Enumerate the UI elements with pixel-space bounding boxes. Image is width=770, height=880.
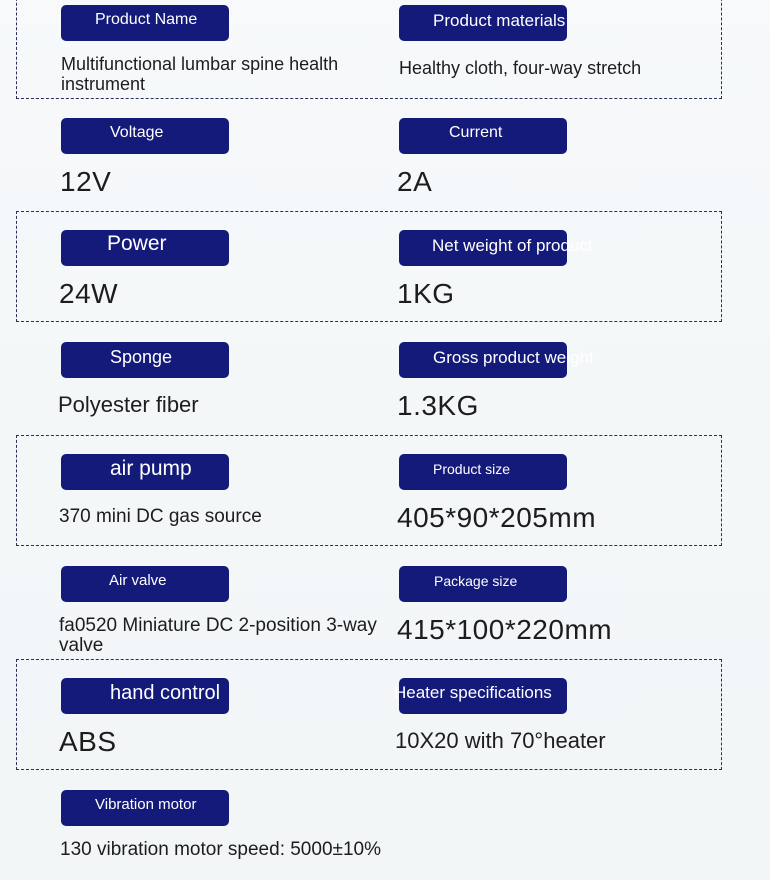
spec-value: 12V xyxy=(60,166,112,197)
spec-label-pill xyxy=(61,118,229,154)
spec-label: Voltage xyxy=(110,124,164,141)
spec-label-pill xyxy=(61,342,229,378)
spec-value: fa0520 Miniature DC 2-position 3-way valve xyxy=(59,615,377,656)
spec-label-pill xyxy=(61,678,229,714)
spec-label-pill xyxy=(399,566,567,602)
spec-label-pill xyxy=(399,230,593,266)
spec-label-pill xyxy=(399,5,567,41)
spec-label-pill xyxy=(61,454,229,490)
spec-label: air pump xyxy=(110,457,192,480)
spec-value: 370 mini DC gas source xyxy=(59,506,262,527)
spec-label: Product size xyxy=(433,461,511,477)
spec-label: Air valve xyxy=(109,572,167,589)
spec-value: Healthy cloth, four-way stretch xyxy=(399,58,642,78)
spec-label: Product materials xyxy=(433,11,566,30)
spec-label: Net weight of product xyxy=(432,236,593,255)
spec-label: Gross product weight xyxy=(433,348,594,367)
spec-label: Power xyxy=(107,232,167,255)
spec-value: 405*90*205mm xyxy=(397,502,597,533)
spec-value: 10X20 with 70°heater xyxy=(395,728,606,753)
spec-value: 24W xyxy=(59,278,119,309)
spec-row-band-5 xyxy=(16,435,722,546)
spec-label: Product Name xyxy=(95,11,198,28)
spec-label: hand control xyxy=(110,682,221,704)
spec-value: Multifunctional lumbar spine health instrument xyxy=(61,54,339,94)
spec-label-pill xyxy=(61,566,229,602)
spec-label-pill xyxy=(394,678,567,714)
spec-value: 1KG xyxy=(397,278,455,309)
spec-label: Package size xyxy=(434,573,518,589)
spec-value: Polyester fiber xyxy=(58,392,199,417)
spec-value: 1.3KG xyxy=(397,390,479,421)
spec-label-pill xyxy=(399,118,567,154)
spec-label-pill xyxy=(399,454,567,490)
spec-value: 130 vibration motor speed: 5000±10% xyxy=(60,839,381,860)
spec-value: 415*100*220mm xyxy=(397,614,613,645)
spec-label-pill xyxy=(61,5,229,41)
spec-value: 2A xyxy=(397,166,433,197)
spec-row-band-3 xyxy=(16,211,722,322)
spec-label: Vibration motor xyxy=(95,796,197,813)
spec-label-pill xyxy=(61,230,229,266)
spec-row-band-7 xyxy=(16,659,722,770)
spec-label: Heater specifications xyxy=(394,683,552,702)
spec-label-pill xyxy=(399,342,594,378)
spec-label: Sponge xyxy=(110,347,173,367)
spec-value: ABS xyxy=(59,726,117,757)
spec-label: Current xyxy=(449,124,503,141)
spec-label-pill xyxy=(61,790,229,826)
